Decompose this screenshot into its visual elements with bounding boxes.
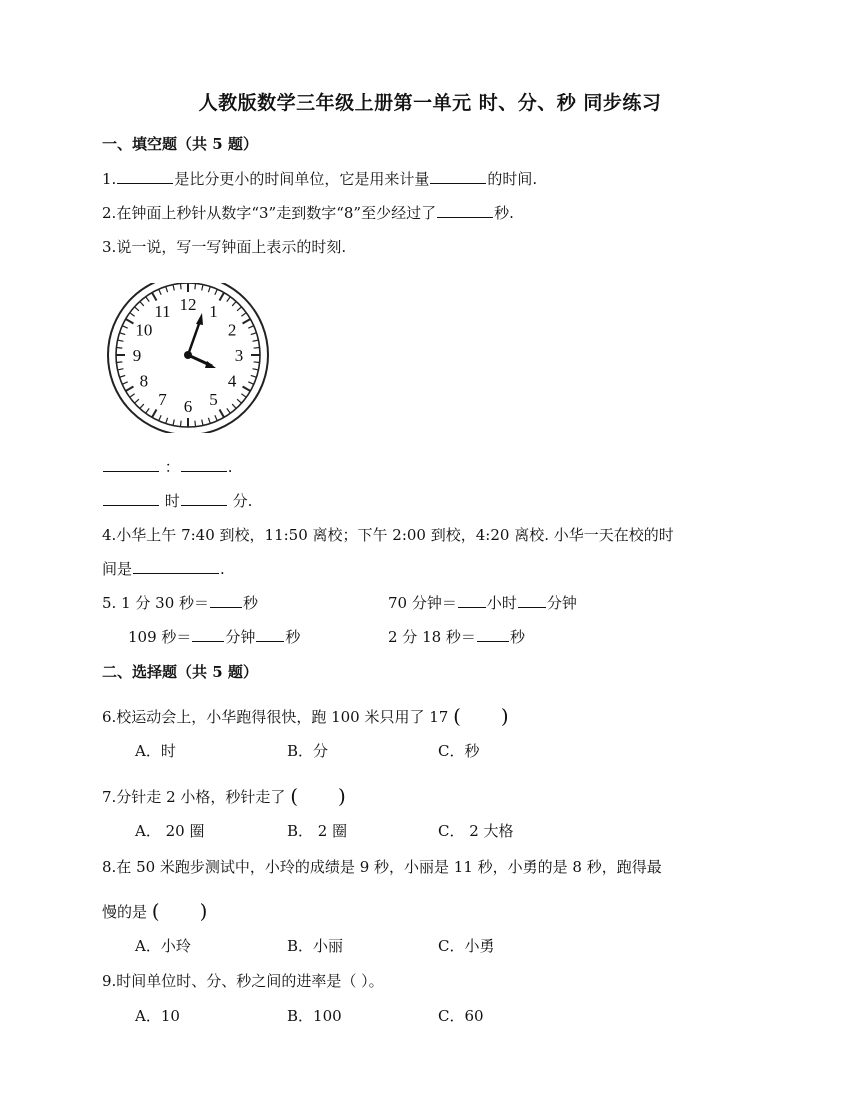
question-2	[102, 202, 514, 223]
question-5d	[388, 626, 525, 647]
answer-blank[interactable]	[477, 627, 509, 642]
clock-tick	[152, 410, 157, 418]
clock-number: 3	[234, 346, 244, 365]
question-text: 是比分更小的时间单位，它是用来计量	[174, 170, 430, 188]
clock-number: 8	[139, 371, 149, 391]
answer-paren[interactable]: ( )	[453, 704, 509, 728]
unit-label: 秒	[243, 594, 259, 612]
clock-number: 9	[132, 346, 142, 365]
answer-blank[interactable]	[458, 593, 486, 608]
question-3-answer-time	[102, 456, 233, 477]
clock-tick	[152, 293, 157, 301]
clock-tick	[202, 285, 203, 291]
clock-tick	[166, 418, 168, 424]
clock-tick	[241, 394, 246, 398]
answer-blank[interactable]	[192, 627, 224, 642]
question-text: 5. 1 分 30 秒＝	[102, 594, 210, 612]
clock-tick	[237, 307, 241, 311]
unit-label: 秒	[285, 628, 301, 646]
clock-number: 10	[135, 320, 153, 340]
question-text: 的时间.	[487, 170, 538, 188]
clock-tick	[253, 340, 259, 341]
question-4-line-2	[102, 558, 225, 579]
clock-tick	[134, 307, 138, 311]
clock-tick	[159, 415, 161, 420]
option-b[interactable]: B． 2 圈	[287, 822, 348, 840]
answer-blank[interactable]	[103, 457, 159, 472]
option-a[interactable]: A．小玲	[135, 937, 191, 955]
option-c[interactable]: C．60	[438, 1007, 484, 1025]
clock-tick	[116, 362, 122, 363]
question-text: 说一说，写一写钟面上表示的时刻.	[116, 238, 347, 256]
clock-tick	[159, 289, 161, 294]
clock-tick	[180, 283, 181, 289]
question-text: 2 分 18 秒＝	[388, 628, 476, 646]
minute-label: 分.	[232, 492, 253, 510]
clock-tick	[215, 415, 217, 420]
clock-face-icon	[106, 283, 270, 433]
answer-paren[interactable]: ( )	[290, 784, 346, 808]
clock-tick	[180, 421, 181, 427]
unit-label: 分钟	[546, 594, 577, 612]
option-c[interactable]: C．秒	[438, 742, 480, 760]
question-5b	[388, 592, 577, 613]
clock-tick	[248, 326, 253, 328]
section-heading-choice: 二、选择题（共 5 题）	[102, 663, 258, 681]
clock-number: 2	[227, 320, 237, 340]
clock-tick	[134, 399, 138, 403]
answer-blank[interactable]	[430, 169, 486, 184]
page-title: 人教版数学三年级上册第一单元 时、分、秒 同步练习	[198, 92, 662, 114]
clock-tick	[116, 347, 122, 348]
answer-blank[interactable]	[103, 491, 159, 506]
clock-tick	[120, 333, 126, 335]
clock-tick	[251, 333, 257, 335]
hour-label: 时	[164, 492, 180, 510]
clock-number: 12	[179, 295, 197, 314]
question-9: 9.时间单位时、分、秒之间的进率是（ ）。	[102, 972, 384, 990]
clock-tick	[202, 420, 203, 426]
question-text: 在钟面上秒针从数字“3”走到数字“8”至少经过了	[116, 204, 437, 222]
clock-tick	[122, 382, 127, 384]
clock-tick	[243, 319, 251, 324]
question-number: 1.	[102, 170, 117, 188]
option-a[interactable]: A． 20 圈	[135, 822, 205, 840]
colon-label: ：	[164, 458, 180, 476]
option-b[interactable]: B．分	[287, 742, 329, 760]
question-number: 3.	[102, 238, 117, 256]
question-text: .	[220, 560, 225, 578]
answer-blank[interactable]	[518, 593, 546, 608]
answer-blank[interactable]	[117, 169, 173, 184]
clock-tick	[126, 319, 134, 324]
clock-tick	[254, 347, 260, 348]
clock-tick	[140, 301, 144, 305]
option-b[interactable]: B．小丽	[287, 937, 344, 955]
question-5a	[102, 592, 258, 613]
clock-tick	[130, 394, 135, 398]
clock-tick	[195, 421, 196, 427]
clock-tick	[237, 399, 241, 403]
clock-number: 5	[209, 390, 218, 410]
clock-tick	[254, 362, 260, 363]
question-text: 慢的是	[102, 903, 148, 921]
clock-tick	[146, 297, 150, 302]
answer-blank[interactable]	[256, 627, 284, 642]
clock-tick	[118, 340, 124, 341]
clock-number: 11	[154, 301, 171, 321]
question-8-line-1: 8.在 50 米跑步测试中，小玲的成绩是 9 秒，小丽是 11 秒，小勇的是 8 秒，跑得最	[102, 858, 662, 876]
answer-blank[interactable]	[133, 559, 219, 574]
clock-tick	[227, 297, 231, 302]
question-text: 70 分钟＝	[388, 594, 457, 612]
question-text: 间是	[102, 560, 133, 578]
question-1	[102, 168, 537, 189]
option-b[interactable]: B．100	[287, 1007, 342, 1025]
question-6	[102, 700, 509, 729]
unit-label: 分钟	[225, 628, 256, 646]
clock-number: 7	[158, 390, 167, 410]
clock-tick	[140, 404, 144, 408]
clock-number: 4	[227, 371, 237, 391]
question-number: 2.	[102, 204, 117, 222]
period-label: .	[227, 458, 233, 476]
clock-number: 1	[209, 301, 218, 321]
question-7	[102, 780, 346, 809]
question-3	[102, 236, 346, 257]
clock-tick	[146, 408, 150, 413]
answer-blank[interactable]	[181, 491, 227, 506]
clock-tick	[251, 375, 257, 377]
clock-tick	[220, 410, 225, 418]
clock-tick	[122, 326, 127, 328]
clock-tick	[130, 313, 135, 317]
answer-paren[interactable]: ( )	[151, 899, 208, 923]
option-c[interactable]: C．小勇	[438, 937, 495, 955]
option-a[interactable]: A．10	[135, 1007, 180, 1025]
unit-label: 秒	[509, 628, 525, 646]
option-a[interactable]: A．时	[135, 742, 176, 760]
clock-tick	[220, 293, 225, 301]
option-c[interactable]: C． 2 大格	[438, 822, 514, 840]
answer-blank[interactable]	[210, 593, 242, 608]
clock-tick	[126, 387, 134, 392]
clock-tick	[208, 287, 210, 293]
question-8-line-2	[102, 895, 207, 924]
question-5c	[128, 626, 300, 647]
clock-tick	[118, 369, 124, 370]
clock-tick	[243, 387, 251, 392]
unit-label: 小时	[486, 594, 517, 612]
clock-tick	[195, 283, 196, 289]
section-heading-fill: 一、填空题（共 5 题）	[102, 135, 258, 153]
clock-tick	[215, 289, 217, 294]
clock-tick	[232, 301, 236, 305]
question-text: 7.分针走 2 小格，秒针走了	[102, 788, 286, 806]
clock-tick	[232, 404, 236, 408]
question-3-answer-words	[102, 490, 252, 511]
clock-tick	[173, 285, 174, 291]
clock-tick	[173, 420, 174, 426]
clock-tick	[208, 418, 210, 424]
question-text: 秒.	[494, 204, 514, 222]
question-text: 109 秒＝	[128, 628, 192, 646]
question-4-line-1: 4.小华上午 7:40 到校，11:50 离校；下午 2:00 到校，4:20 离校. 小华一天在校的时	[102, 526, 674, 544]
clock-tick	[241, 313, 246, 317]
clock-tick	[120, 375, 126, 377]
clock-tick	[253, 369, 259, 370]
clock-tick	[248, 382, 253, 384]
answer-blank[interactable]	[181, 457, 227, 472]
clock-tick	[166, 287, 168, 293]
clock-number: 6	[183, 397, 193, 416]
clock-tick	[227, 408, 231, 413]
answer-blank[interactable]	[437, 203, 493, 218]
question-text: 6.校运动会上，小华跑得很快，跑 100 米只用了 17	[102, 708, 449, 726]
